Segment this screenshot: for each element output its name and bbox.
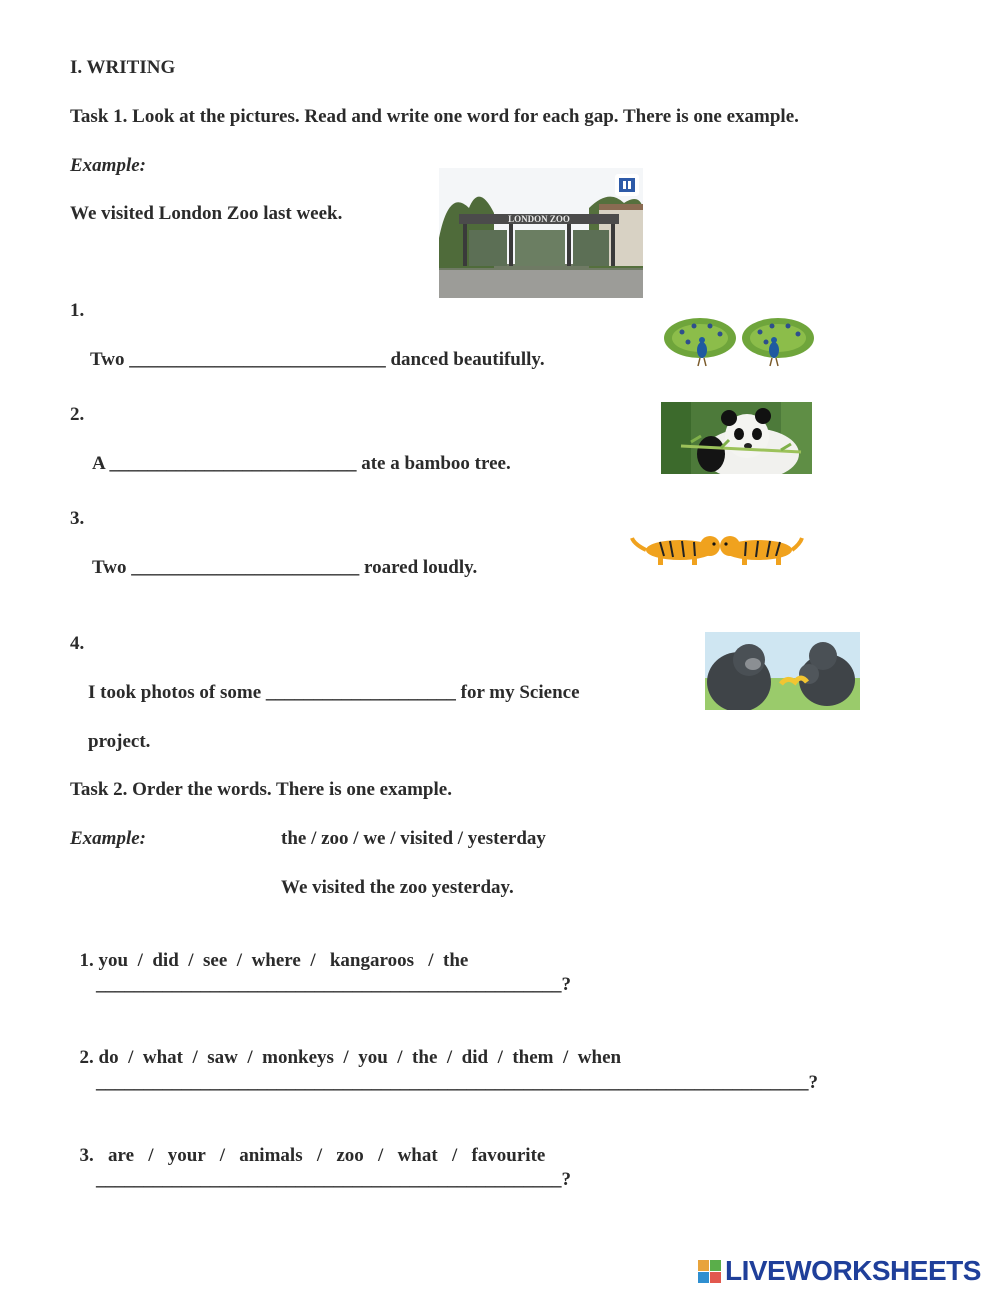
gorilla-icon	[705, 632, 860, 710]
section-heading: I. WRITING	[70, 57, 176, 78]
liveworksheets-logo	[698, 1256, 981, 1286]
answer-blank[interactable]: __________________________	[109, 453, 357, 474]
task1-example-sentence: We visited London Zoo last week.	[70, 203, 343, 224]
task2-item: 3. are / your / animals / zoo / what / favourite	[79, 1145, 546, 1166]
task2-example-label: Example:	[70, 828, 146, 849]
zoo-sign-text: LONDON ZOO	[508, 214, 570, 224]
task2-item: 2. do / what / saw / monkeys / you / the / did / them / when	[79, 1047, 622, 1068]
task1-item-sentence: Two ___________________________ danced beautifully.	[90, 349, 545, 370]
answer-line[interactable]: ___________________________________________________________________________?	[96, 1072, 818, 1093]
task1-item-sentence: I took photos of some ____________________ for my Science	[88, 682, 580, 703]
tiger-icon	[630, 528, 804, 568]
task1-example-label: Example:	[70, 155, 146, 176]
task1-item-continuation: project.	[88, 731, 151, 752]
london-zoo-photo	[439, 168, 643, 298]
task2-item: 1. you / did / see / where / kangaroos / the	[79, 950, 469, 971]
task2-example-answer: We visited the zoo yesterday.	[281, 877, 514, 898]
task1-item-number: 3.	[70, 508, 85, 529]
peacock-icon	[660, 314, 820, 370]
answer-blank[interactable]: ____________________	[265, 682, 456, 703]
task1-instruction: Task 1. Look at the pictures. Read and write one word for each gap. There is one example.	[70, 106, 799, 127]
task1-item-number: 4.	[70, 633, 85, 654]
task1-item-sentence: A __________________________ ate a bamboo tree.	[92, 453, 511, 474]
logo-mark-icon	[698, 1260, 721, 1283]
answer-blank[interactable]: ___________________________	[129, 349, 386, 370]
logo-text: LIVEWORKSHEETS	[725, 1255, 981, 1286]
task1-item-number: 1.	[70, 300, 85, 321]
task1-item-number: 2.	[70, 404, 85, 425]
task2-example-words: the / zoo / we / visited / yesterday	[281, 828, 546, 849]
answer-line[interactable]: _________________________________________________?	[96, 1169, 571, 1190]
panda-icon	[661, 402, 812, 474]
task1-item-sentence: Two ________________________ roared loudly.	[92, 557, 478, 578]
answer-line[interactable]: _________________________________________________?	[96, 974, 571, 995]
answer-blank[interactable]: ________________________	[131, 557, 360, 578]
task2-instruction: Task 2. Order the words. There is one example.	[70, 779, 452, 800]
